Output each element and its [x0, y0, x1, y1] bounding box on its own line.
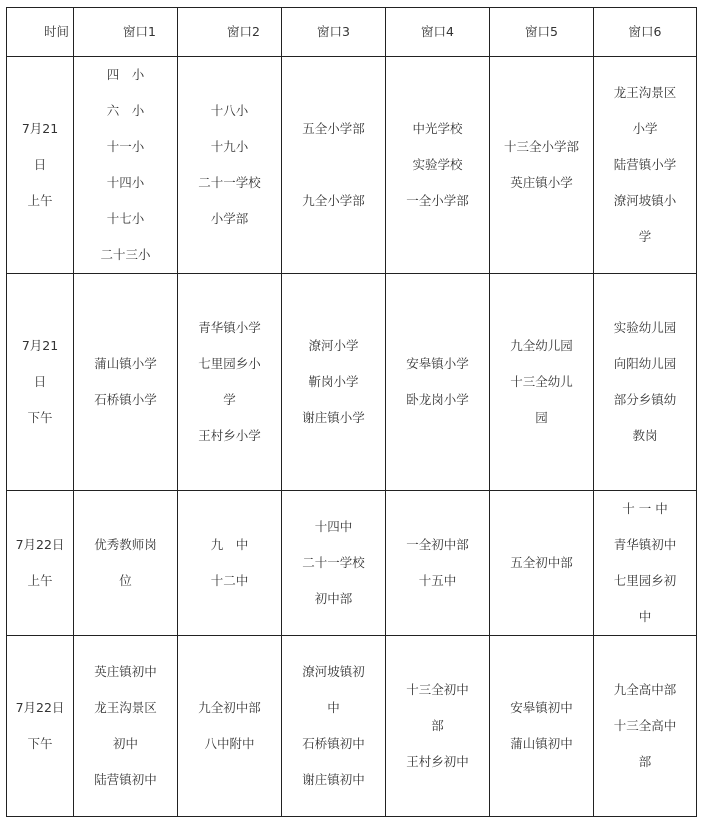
school-entry: 蒲山镇小学 — [94, 356, 157, 371]
school-entry: 中光学校 — [412, 121, 463, 136]
school-entry: 十二中 — [210, 573, 249, 588]
school-entry: 潦河坡镇初 — [302, 664, 365, 679]
school-entry: 二十一学校 — [198, 175, 261, 190]
window-6-cell — [594, 274, 697, 491]
school-entry: 位 — [119, 573, 132, 588]
time-line: 7月21 — [21, 121, 59, 136]
school-entry: 学 — [223, 392, 236, 407]
school-entry: 石桥镇小学 — [94, 392, 157, 407]
time-line: 7月22日 — [15, 700, 65, 715]
school-entry: 英庄镇初中 — [94, 664, 157, 679]
school-entry: 青华镇小学 — [198, 320, 261, 335]
window-5-cell — [490, 636, 594, 817]
school-entry: 安皋镇小学 — [406, 356, 469, 371]
header-window-1: 窗口1 — [74, 8, 178, 57]
school-entry: 初中部 — [314, 591, 353, 606]
school-entry: 十三全初中 — [406, 682, 469, 697]
header-window-3: 窗口3 — [282, 8, 386, 57]
school-entry: 八中附中 — [204, 736, 255, 751]
school-entry: 青华镇初中 — [613, 537, 677, 552]
school-entry: 潦河小学 — [308, 338, 359, 353]
school-entry: 安皋镇初中 — [510, 700, 573, 715]
table-row — [7, 491, 697, 636]
school-entry: 部分乡镇幼 — [613, 392, 677, 407]
header-window-6: 窗口6 — [594, 8, 697, 57]
school-entry: 实验学校 — [412, 157, 463, 172]
schedule-table — [6, 7, 697, 817]
window-5-cell — [490, 274, 594, 491]
school-entry: 教岗 — [632, 428, 658, 443]
time-cell — [7, 274, 74, 491]
school-entry: 九全初中部 — [198, 700, 261, 715]
window-2-cell — [178, 274, 282, 491]
window-3-cell — [282, 491, 386, 636]
school-entry: 九全幼儿园 — [510, 338, 573, 353]
school-entry: 王村乡初中 — [406, 754, 469, 769]
school-entry: 十三全高中 — [613, 718, 677, 733]
school-entry: 五全初中部 — [510, 555, 573, 570]
school-entry: 初中 — [112, 736, 138, 751]
time-line: 日 — [33, 374, 47, 389]
school-entry: 六 小 — [106, 103, 145, 118]
school-entry: 十七小 — [106, 211, 145, 226]
school-entry: 九全小学部 — [302, 193, 365, 208]
school-entry: 向阳幼儿园 — [613, 356, 677, 371]
header-time: 时间 — [7, 8, 74, 57]
window-6-cell — [594, 491, 697, 636]
school-entry: 十四小 — [106, 175, 145, 190]
school-entry: 二十三小 — [100, 247, 151, 262]
school-entry: 英庄镇小学 — [510, 175, 573, 190]
time-cell — [7, 57, 74, 274]
header-window-2: 窗口2 — [178, 8, 282, 57]
school-entry: 实验幼儿园 — [613, 320, 677, 335]
table-row — [7, 57, 697, 274]
window-1-cell — [74, 274, 178, 491]
window-3-cell — [282, 636, 386, 817]
school-entry — [284, 147, 383, 183]
school-entry: 谢庄镇初中 — [302, 772, 365, 787]
school-entry: 十九小 — [210, 139, 249, 154]
school-entry: 十八小 — [210, 103, 249, 118]
table-row — [7, 636, 697, 817]
school-entry: 部 — [431, 718, 444, 733]
school-entry: 中 — [327, 700, 340, 715]
school-entry: 七里园乡小 — [198, 356, 261, 371]
window-2-cell — [178, 491, 282, 636]
school-entry: 一全初中部 — [406, 537, 469, 552]
window-4-cell — [386, 491, 490, 636]
header-row — [7, 8, 697, 57]
school-entry: 十 一 中 — [622, 501, 668, 516]
window-4-cell — [386, 636, 490, 817]
window-6-cell — [594, 57, 697, 274]
school-entry: 陆营镇小学 — [613, 157, 677, 172]
window-5-cell — [490, 57, 594, 274]
school-entry: 小学部 — [210, 211, 249, 226]
window-1-cell — [74, 491, 178, 636]
school-entry: 二十一学校 — [302, 555, 365, 570]
window-3-cell — [282, 57, 386, 274]
school-entry: 园 — [535, 410, 548, 425]
header-window-4: 窗口4 — [386, 8, 490, 57]
school-entry: 学 — [638, 229, 652, 244]
window-6-cell — [594, 636, 697, 817]
school-entry: 石桥镇初中 — [302, 736, 365, 751]
time-line: 日 — [33, 157, 47, 172]
school-entry: 靳岗小学 — [308, 374, 359, 389]
school-entry: 龙王沟景区 — [613, 85, 677, 100]
header-window-5: 窗口5 — [490, 8, 594, 57]
school-entry: 九全高中部 — [613, 682, 677, 697]
school-entry: 谢庄镇小学 — [302, 410, 365, 425]
time-line: 上午 — [27, 193, 53, 208]
school-entry: 部 — [638, 754, 652, 769]
window-1-cell — [74, 636, 178, 817]
school-entry: 五全小学部 — [302, 121, 365, 136]
school-entry: 十三全小学部 — [503, 139, 579, 154]
school-entry: 十四中 — [314, 519, 353, 534]
school-entry: 陆营镇初中 — [94, 772, 157, 787]
window-3-cell — [282, 274, 386, 491]
window-2-cell — [178, 57, 282, 274]
time-line: 下午 — [27, 410, 53, 425]
window-4-cell — [386, 274, 490, 491]
school-entry: 小学 — [632, 121, 658, 136]
school-entry: 一全小学部 — [406, 193, 469, 208]
window-4-cell — [386, 57, 490, 274]
window-1-cell — [74, 57, 178, 274]
school-entry: 蒲山镇初中 — [510, 736, 573, 751]
school-entry: 龙王沟景区 — [94, 700, 157, 715]
school-entry: 九 中 — [210, 537, 249, 552]
table-row — [7, 274, 697, 491]
time-line: 上午 — [27, 573, 53, 588]
school-entry: 七里园乡初 — [613, 573, 677, 588]
time-line: 7月22日 — [15, 537, 65, 552]
time-cell — [7, 491, 74, 636]
school-entry: 四 小 — [106, 67, 145, 82]
time-cell — [7, 636, 74, 817]
time-line: 下午 — [27, 736, 53, 751]
school-entry: 王村乡小学 — [198, 428, 261, 443]
school-entry: 优秀教师岗 — [94, 537, 157, 552]
school-entry: 十一小 — [106, 139, 145, 154]
school-entry: 十三全幼儿 — [510, 374, 573, 389]
window-2-cell — [178, 636, 282, 817]
school-entry: 潦河坡镇小 — [613, 193, 677, 208]
school-entry: 十五中 — [418, 573, 457, 588]
school-entry: 中 — [638, 609, 652, 624]
time-line: 7月21 — [21, 338, 59, 353]
school-entry: 卧龙岗小学 — [406, 392, 469, 407]
window-5-cell — [490, 491, 594, 636]
